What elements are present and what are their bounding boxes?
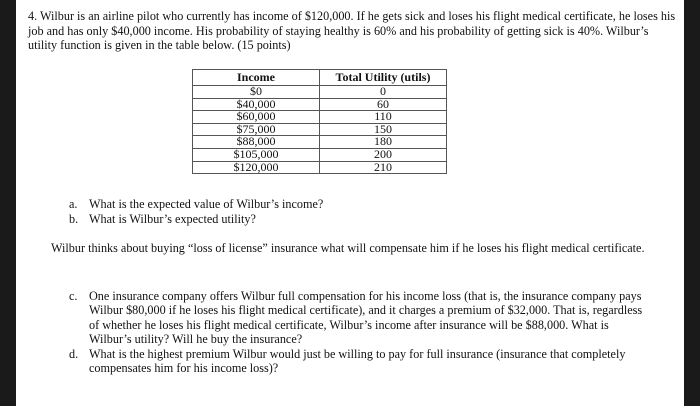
utility-cell: 150 (320, 123, 447, 136)
document-page (16, 0, 684, 406)
question-c-text: One insurance company offers Wilbur full compensation for his income loss (that is, the insurance company pays Wilbur $80,000 if he loses his flight medical certificate), and it charges a premium of $32,000. That is, regardless of whether he loses his flight medical certificate, Wilbur’s income after insurance will be $88,000. What is Wilbur’s utility? Will he buy the insurance? (89, 289, 643, 347)
utility-cell: 200 (320, 148, 447, 161)
header-income: Income (193, 70, 320, 86)
table-header-row (193, 70, 447, 86)
table-row (193, 148, 447, 161)
utility-cell: 180 (320, 136, 447, 149)
utility-cell: 110 (320, 111, 447, 124)
question-b-label: b. (69, 212, 79, 226)
table-row (193, 161, 447, 174)
insurance-paragraph: Wilbur thinks about buying “loss of license” insurance what will compensate him if he loses his flight medical certificate. (51, 241, 645, 255)
header-utility: Total Utility (utils) (320, 70, 447, 86)
income-cell: $120,000 (193, 161, 320, 174)
income-cell: $0 (193, 86, 320, 99)
income-cell: $40,000 (193, 98, 320, 111)
question-a-text: What is the expected value of Wilbur’s income? (89, 197, 324, 211)
question-b (69, 212, 256, 226)
table-row (193, 111, 447, 124)
utility-cell: 60 (320, 98, 447, 111)
table-row (193, 123, 447, 136)
question-b-text: What is Wilbur’s expected utility? (89, 212, 256, 226)
question-a (69, 197, 323, 211)
question-a-label: a. (69, 197, 78, 211)
question-d-text: What is the highest premium Wilbur would just be willing to pay for full insurance (insurance that completely compensates him for his income loss)? (89, 347, 626, 376)
utility-cell: 210 (320, 161, 447, 174)
income-cell: $88,000 (193, 136, 320, 149)
question-d-label: d. (69, 347, 79, 361)
utility-cell: 0 (320, 86, 447, 99)
question-c-label: c. (69, 289, 78, 303)
utility-table (192, 69, 447, 174)
income-cell: $60,000 (193, 111, 320, 124)
table-row (193, 86, 447, 99)
income-cell: $75,000 (193, 123, 320, 136)
table-row (193, 136, 447, 149)
table-row (193, 98, 447, 111)
problem-intro: 4. Wilbur is an airline pilot who currently has income of $120,000. If he gets sick and loses his flight medical certificate, he loses his job and has only $40,000 income. His probability of staying healthy is 60% and his probability of getting sick is 40%. Wilbur’s utility function is given in the table below. (15 points) (28, 9, 676, 53)
income-cell: $105,000 (193, 148, 320, 161)
